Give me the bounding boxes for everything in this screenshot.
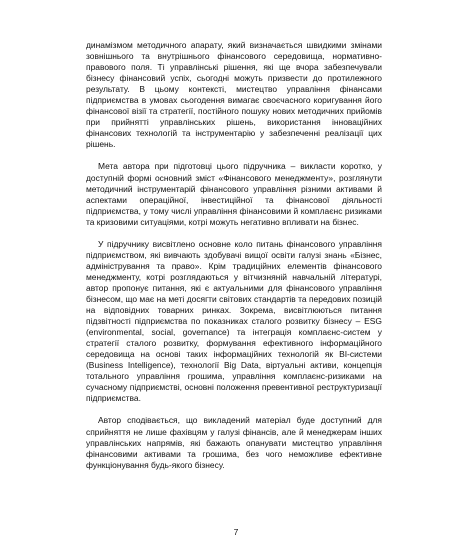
paragraph-author-goal: Мета автора при підготовці цього підручника – викласти коротко, у доступній формі основний зміст «Фінансового менеджменту», розглянути методичний інструментарій фінансового управління різними активами й аспектами операційної, інвестиційної та фінансової діяльності підприємства, у тому числі управління фінансовими й комплаєнс ризиками та кризовими ситуаціями, котрі можуть негативно впливати на бізнес. [86, 161, 382, 227]
paragraph-author-hope: Автор сподівається, що викладений матеріал буде доступний для сприйняття не лише фахівцям у галузі фінансів, але й менеджерам інших управлінських напрямів, які бажають опанувати мистецтво управління фінансовими активами та грошима, без чого неможливе ефективне функціонування будь-якого бізнесу. [86, 415, 382, 470]
body-text [86, 40, 382, 471]
paragraph-continuation: динамізмом методичного апарату, який визначається швидкими змінами зовнішнього та внутрішнього фінансового середовища, нормативно-правового поля. Ті управлінські рішення, які ще вчора забезпечували бізнесу фінансовий успіх, сьогодні можуть призвести до протилежного результату. В цьому контексті, мистецтво управління фінансами підприємства в умовах сьогодення вимагає своєчасного коригування його фінансової візії та стратегії, постійного пошуку нових методичних прийомів при прийнятті управлінських рішень, використання інноваційних фінансових технологій та інструментарію у забезпеченні реалізації цих рішень. [86, 40, 382, 150]
paragraph-textbook-scope: У підручнику висвітлено основне коло питань фінансового управління підприємством, які вивчають здобувачі вищої освіти галузі знань «Бізнес, адміністрування та право». Крім традиційних елементів фінансового менеджменту, котрі розглядаються у вітчизняній навчальній літературі, автор пропонує питання, які є актуальними для фінансового управління бізнесом, що має на меті досягти світових стандартів та передових позицій на відповідних товарних ринках. Зокрема, висвітлюються питання підзвітності підприємства по показниках сталого розвитку бізнесу – ESG (environmental, social, governance) та інтеграція комплаєнс-систем у стратегії сталого розвитку, формування ефективного інформаційного середовища на основі таких інформаційних технологій як BI-системи (Business Intelligence), технології Big Data, віртуальні активи, концепція тотального управління грошима, управління комплаєнс-ризиками на сучасному підприємстві, основні положення превентивної реструктуризації підприємства. [86, 238, 382, 404]
page-number: 7 [233, 527, 239, 537]
